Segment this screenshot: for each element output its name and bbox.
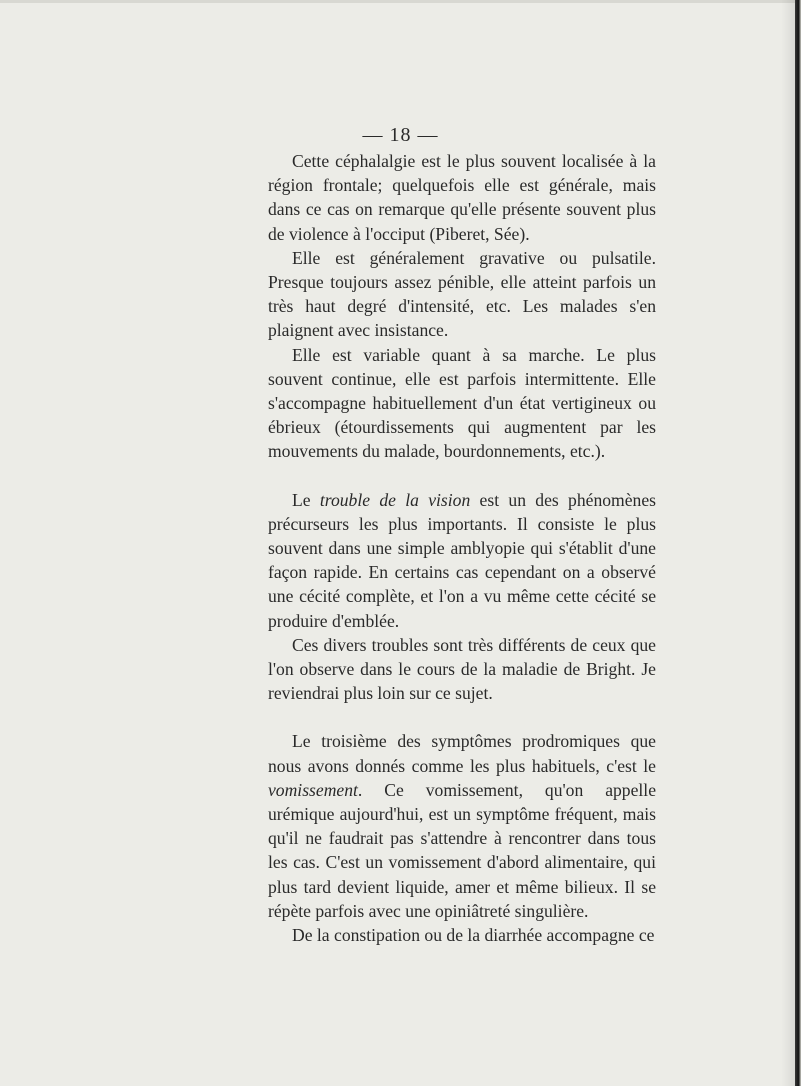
page-binding-edge (795, 0, 801, 1086)
paragraph-vision-trouble: Le trouble de la vision est un des phénomènes précurseurs les plus importants. Il consiste le plus souvent dans une simple amblyopie qui s'établit d'une façon rapide. En certains cas cependant on a observé une cécité complète, et l'on a vu même cette cécité se produire d'emblée. (268, 489, 656, 631)
paragraph-vomissement: Le troisième des symptômes prodromiques que nous avons donnés comme les plus habituels, c'est le vomissement. Ce vomissement, qu'on appelle urémique aujourd'hui, est un symptôme fréquent, mais qu'il ne faudrait pas s'attendre à rencontrer dans tous les cas. C'est un vomissement d'abord alimentaire, qui plus tard devient liquide, amer et même bilieux. Il se répète parfois avec une opiniâtreté singulière. (268, 731, 656, 921)
paragraph-constipation: De la constipation ou de la diarrhée accompagne ce (292, 925, 655, 946)
paragraph-cephalalgie-nature: Elle est généralement gravative ou pulsatile. Presque toujours assez pénible, elle atteint parfois un très haut degré d'intensité, etc. Les malades s'en plaignent avec insistance. (268, 247, 656, 341)
body-text (268, 149, 656, 947)
italic-term-trouble-vision: trouble de la vision (319, 489, 471, 510)
binding-shadow (781, 0, 795, 1086)
page-number: — 18 — (362, 124, 439, 146)
paragraph-bright-comparison: Ces divers troubles sont très différents de ceux que l'on observe dans le cours de la maladie de Bright. Je reviendrai plus loin sur ce sujet. (268, 634, 656, 704)
paragraph-cephalalgie-location: Cette céphalalgie est le plus souvent localisée à la région frontale; quelquefois elle est générale, mais dans ce cas on remarque qu'elle présente souvent plus de violence à l'occiput (Piberet, Sée). (268, 151, 656, 244)
italic-term-vomissement: vomissement (268, 779, 358, 800)
paragraph-cephalalgie-course: Elle est variable quant à sa marche. Le plus souvent continue, elle est parfois intermittente. Elle s'accompagne habituellement d'un état vertigineux ou ébrieux (étourdissements qui augmentent par les mouvements du malade, bourdonnements, etc.). (268, 344, 656, 462)
top-page-edge (0, 0, 801, 3)
